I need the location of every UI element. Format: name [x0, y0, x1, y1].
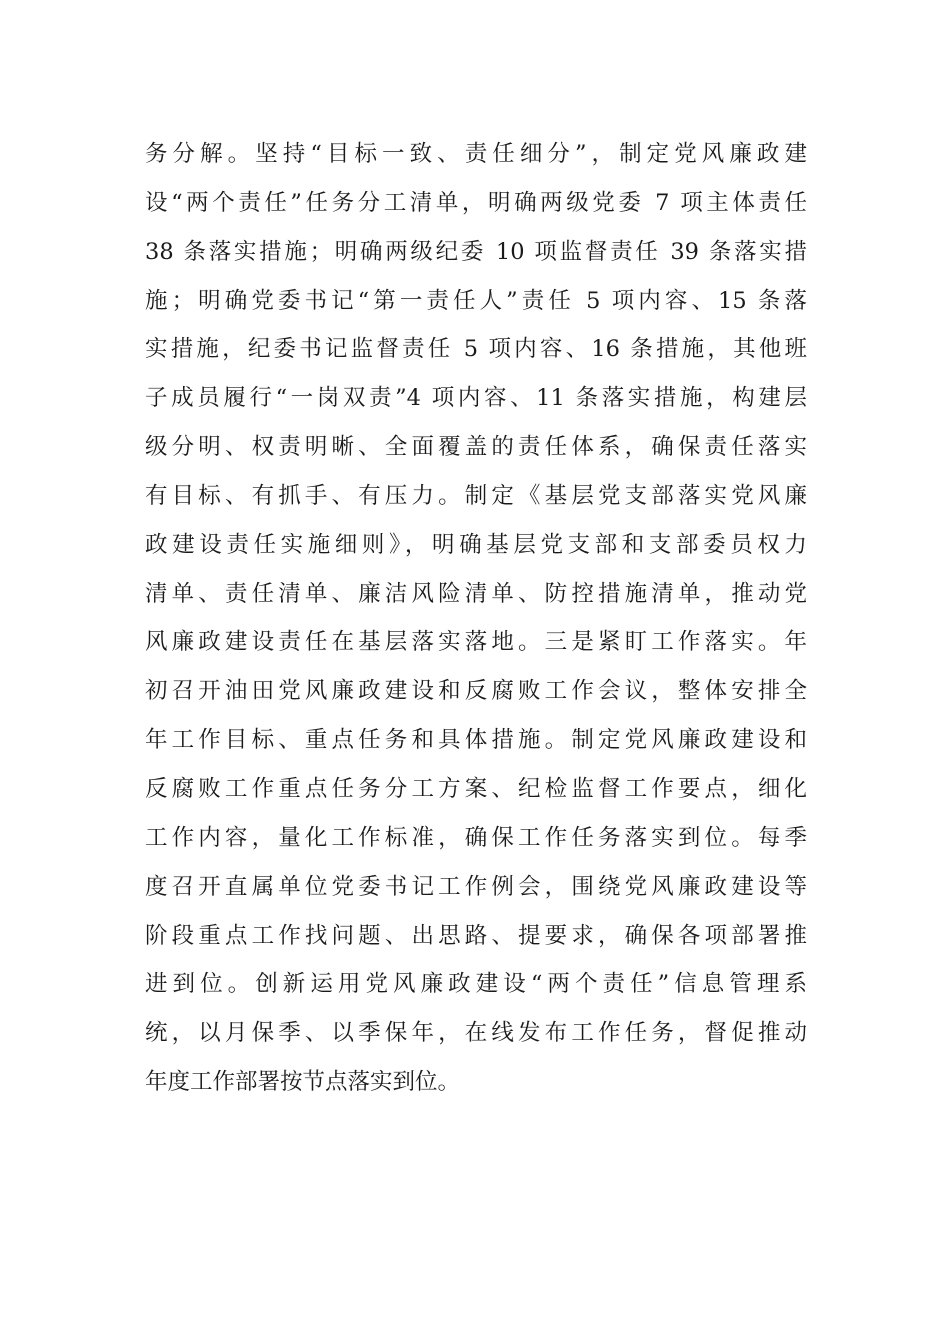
text-line: 阶段重点工作找问题、出思路、提要求，确保各项部署推 — [145, 922, 807, 949]
text-line: 子成员履行“一岗双责”4 项内容、11 条落实措施，构建层 — [145, 385, 807, 412]
text-line: 初召开油田党风廉政建设和反腐败工作会议，整体安排全 — [145, 678, 807, 705]
text-line: 风廉政建设责任在基层落实落地。三是紧盯工作落实。年 — [145, 629, 807, 656]
text-line: 有目标、有抓手、有压力。制定《基层党支部落实党风廉 — [145, 482, 807, 509]
text-line: 反腐败工作重点任务分工方案、纪检监督工作要点，细化 — [145, 775, 807, 802]
text-line: 级分明、权责明晰、全面覆盖的责任体系，确保责任落实 — [145, 434, 807, 461]
text-line: 政建设责任实施细则》，明确基层党支部和支部委员权力 — [145, 531, 807, 558]
text-line: 务分解。坚持“目标一致、责任细分”，制定党风廉政建 — [145, 141, 807, 167]
text-line: 38 条落实措施；明确两级纪委 10 项监督责任 39 条落实措 — [145, 238, 807, 265]
text-line: 工作内容，量化工作标准，确保工作任务落实到位。每季 — [145, 824, 807, 851]
text-line: 设“两个责任”任务分工清单，明确两级党委 7 项主体责任 — [145, 189, 807, 216]
text-line: 实措施，纪委书记监督责任 5 项内容、16 条措施，其他班 — [145, 336, 807, 363]
text-line: 年工作目标、重点任务和具体措施。制定党风廉政建设和 — [145, 727, 807, 754]
text-line: 统，以月保季、以季保年，在线发布工作任务，督促推动 — [145, 1020, 807, 1047]
text-line: 年度工作部署按节点落实到位。 — [145, 1069, 461, 1096]
body-paragraph — [145, 130, 807, 1107]
text-line: 度召开直属单位党委书记工作例会，围绕党风廉政建设等 — [145, 873, 807, 900]
text-line: 进到位。创新运用党风廉政建设“两个责任”信息管理系 — [145, 971, 807, 998]
text-line: 清单、责任清单、廉洁风险清单、防控措施清单，推动党 — [145, 580, 807, 607]
text-line: 施；明确党委书记“第一责任人”责任 5 项内容、15 条落 — [145, 287, 807, 314]
